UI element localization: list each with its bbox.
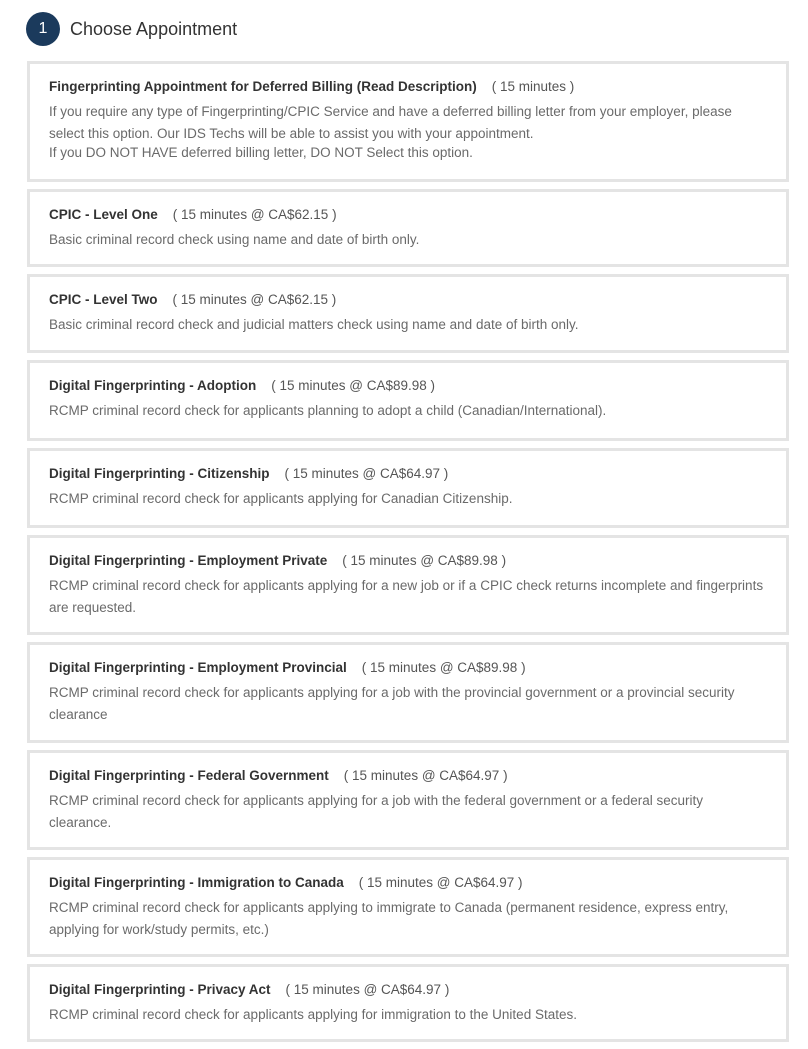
appointment-option-cpic-level-one[interactable] xyxy=(27,189,789,267)
appointment-option-employment-provincial[interactable] xyxy=(27,642,789,743)
appointment-header xyxy=(49,77,767,97)
appointment-duration-price: ( 15 minutes @ CA$64.97 ) xyxy=(285,982,450,997)
appointment-name: CPIC - Level Two xyxy=(49,292,158,307)
appointment-name: Digital Fingerprinting - Employment Provincial xyxy=(49,660,347,675)
appointment-description xyxy=(49,101,767,161)
appointment-description xyxy=(49,400,767,422)
appointment-description xyxy=(49,1004,767,1026)
appointment-name: Digital Fingerprinting - Privacy Act xyxy=(49,982,271,997)
appointment-duration-price: ( 15 minutes @ CA$64.97 ) xyxy=(358,875,523,890)
appointment-name: Digital Fingerprinting - Federal Government xyxy=(49,768,329,783)
description-line: RCMP criminal record check for applicants applying for immigration to the United States. xyxy=(49,1007,577,1022)
appointment-header xyxy=(49,205,767,225)
appointment-option-adoption[interactable] xyxy=(27,360,789,441)
appointment-duration-price: ( 15 minutes @ CA$89.98 ) xyxy=(271,378,435,393)
appointment-name: Fingerprinting Appointment for Deferred Billing (Read Description) xyxy=(49,79,477,94)
appointment-header xyxy=(49,766,767,786)
appointment-header xyxy=(49,376,767,396)
appointment-option-citizenship[interactable] xyxy=(27,448,789,528)
description-line: RCMP criminal record check for applicants applying for a job with the federal government or a federal security clearance. xyxy=(49,793,704,830)
description-line: RCMP criminal record check for applicants planning to adopt a child (Canadian/International). xyxy=(49,403,607,418)
appointment-description xyxy=(49,682,767,726)
appointment-option-deferred-billing[interactable] xyxy=(27,61,789,182)
appointment-name: Digital Fingerprinting - Adoption xyxy=(49,378,257,393)
appointment-list xyxy=(27,61,789,1049)
appointment-name: Digital Fingerprinting - Immigration to Canada xyxy=(49,875,344,890)
description-line: Basic criminal record check using name and date of birth only. xyxy=(49,232,420,247)
appointment-description xyxy=(49,314,767,336)
appointment-header xyxy=(49,873,767,893)
appointment-header xyxy=(49,290,767,310)
appointment-duration-price: ( 15 minutes @ CA$62.15 ) xyxy=(172,207,337,222)
description-line: If you require any type of Fingerprinting/CPIC Service and have a deferred billing letter from your employer, please select this option. Our IDS Techs will be able to assist you with your appointment. xyxy=(49,104,732,141)
appointment-header xyxy=(49,658,767,678)
appointment-header xyxy=(49,980,767,1000)
appointment-description xyxy=(49,229,767,251)
appointment-description xyxy=(49,488,767,510)
appointment-description xyxy=(49,897,767,941)
description-line: RCMP criminal record check for applicants applying to immigrate to Canada (permanent residence, express entry, applying for work/study permits, etc.) xyxy=(49,900,729,937)
appointment-header xyxy=(49,464,767,484)
appointment-option-employment-private[interactable] xyxy=(27,535,789,635)
description-line: RCMP criminal record check for applicants applying for Canadian Citizenship. xyxy=(49,491,513,506)
appointment-option-cpic-level-two[interactable] xyxy=(27,274,789,353)
appointment-duration-price: ( 15 minutes ) xyxy=(491,79,575,94)
description-line: If you DO NOT HAVE deferred billing letter, DO NOT Select this option. xyxy=(49,145,473,160)
description-line: RCMP criminal record check for applicants applying for a job with the provincial government or a provincial security clearance xyxy=(49,685,735,722)
description-line: RCMP criminal record check for applicants applying for a new job or if a CPIC check returns incomplete and fingerprints are requested. xyxy=(49,578,764,615)
appointment-option-privacy-act[interactable] xyxy=(27,964,789,1042)
appointment-name: Digital Fingerprinting - Employment Private xyxy=(49,553,328,568)
description-line: Basic criminal record check and judicial matters check using name and date of birth only. xyxy=(49,317,579,332)
step-header xyxy=(26,12,237,46)
appointment-option-immigration-to-canada[interactable] xyxy=(27,857,789,957)
appointment-duration-price: ( 15 minutes @ CA$62.15 ) xyxy=(172,292,337,307)
appointment-option-federal-government[interactable] xyxy=(27,750,789,850)
appointment-duration-price: ( 15 minutes @ CA$64.97 ) xyxy=(343,768,508,783)
appointment-header xyxy=(49,551,767,571)
appointment-name: CPIC - Level One xyxy=(49,207,158,222)
appointment-name: Digital Fingerprinting - Citizenship xyxy=(49,466,270,481)
step-number-badge: 1 xyxy=(26,12,60,46)
step-title: Choose Appointment xyxy=(70,18,238,39)
appointment-description xyxy=(49,575,767,619)
appointment-duration-price: ( 15 minutes @ CA$89.98 ) xyxy=(361,660,526,675)
appointment-duration-price: ( 15 minutes @ CA$89.98 ) xyxy=(342,553,507,568)
appointment-description xyxy=(49,790,767,834)
appointment-duration-price: ( 15 minutes @ CA$64.97 ) xyxy=(284,466,449,481)
